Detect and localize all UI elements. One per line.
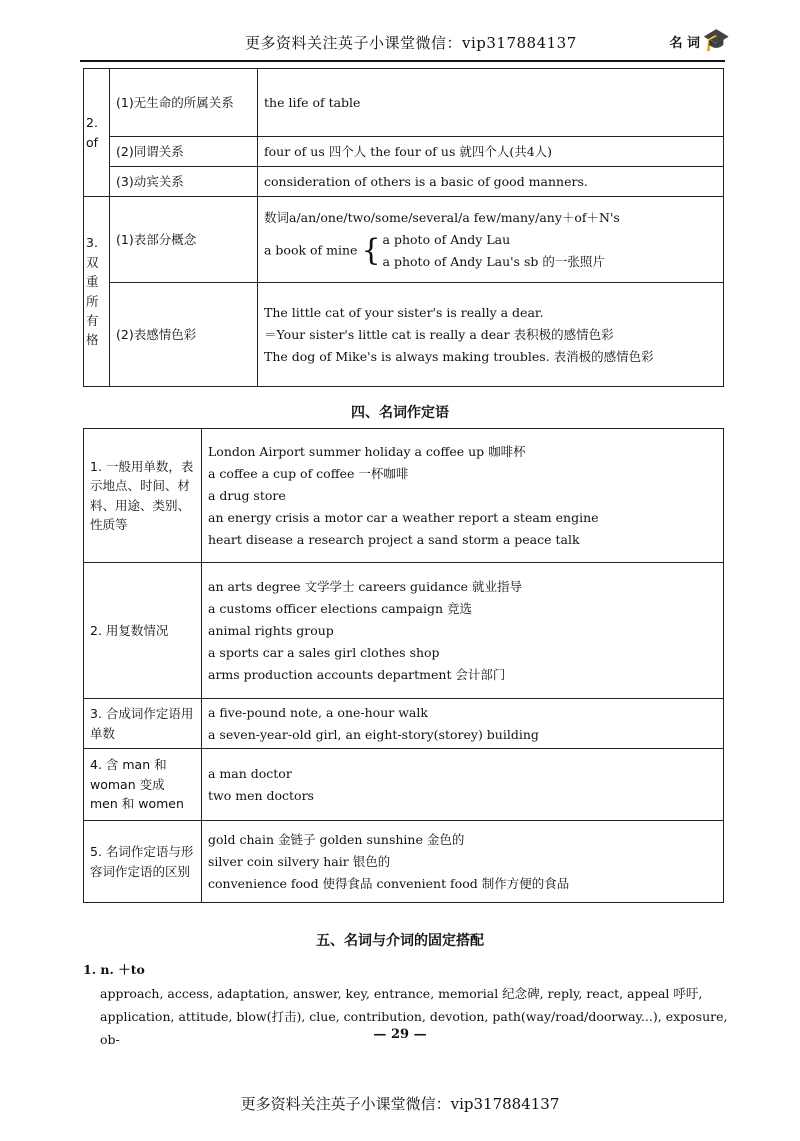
row-example: London Airport summer holiday a coffee up 咖啡杯 a coffee a cup of coffee 一杯咖啡 a drug store an energy crisis a motor car a weather report a steam engine heart disease a research project a sand storm a peace talk bbox=[202, 429, 724, 563]
row-example: the life of table bbox=[258, 69, 724, 137]
row-label: (2)同谓关系 bbox=[110, 137, 258, 167]
page-header bbox=[0, 28, 800, 58]
row-label: 2. 用复数情况 bbox=[84, 563, 202, 699]
header-watermark: 更多资料关注英子小课堂微信：vip317884137 bbox=[245, 34, 577, 52]
row-example: gold chain 金链子 golden sunshine 金色的 silver coin silvery hair 银色的 convenience food 使得食品 convenient food 制作方便的食品 bbox=[202, 821, 724, 903]
section-title: 五、名词与介词的固定搭配 bbox=[316, 933, 484, 949]
graduation-cap-icon: 🎓 bbox=[702, 28, 730, 53]
footer-watermark: 更多资料关注英子小课堂微信：vip317884137 bbox=[240, 1095, 560, 1113]
item-paragraph: approach, access, adaptation, answer, key, entrance, memorial 纪念碑, reply, react, appeal 呼吁, application, attitude, blow(打击), clue, contribution, devotion, path(way/road/doorway...), exposure, ob- bbox=[100, 986, 728, 1047]
page-number: — 29 — bbox=[373, 1027, 427, 1042]
group-of: 2. of bbox=[84, 69, 110, 197]
row-label: (3)动宾关系 bbox=[110, 167, 258, 197]
row-example: four of us 四个人 the four of us 就四个人(共4人) bbox=[258, 137, 724, 167]
possessive-table bbox=[83, 68, 724, 387]
row-label: 5. 名词作定语与形容词作定语的区别 bbox=[84, 821, 202, 903]
row-example: consideration of others is a basic of good manners. bbox=[258, 167, 724, 197]
row-label: (1)表部分概念 bbox=[110, 197, 258, 283]
section-title: 四、名词作定语 bbox=[351, 405, 449, 421]
row-example: The little cat of your sister's is really a dear. ＝Your sister's little cat is really a dear 表积极的感情色彩 The dog of Mike's is always making troubles. 表消极的感情色彩 bbox=[258, 283, 724, 387]
group-double-possessive: 3. 双重所有格 bbox=[84, 197, 110, 387]
row-label: 3. 合成词作定语用单数 bbox=[84, 699, 202, 749]
row-example: a five-pound note, a one-hour walk a seven-year-old girl, an eight-story(storey) building bbox=[202, 699, 724, 749]
row-label: 1. 一般用单数，表示地点、时间、材料、用途、类别、性质等 bbox=[84, 429, 202, 563]
row-example: a man doctor two men doctors bbox=[202, 749, 724, 821]
brace-icon: { bbox=[361, 232, 381, 268]
row-example: an arts degree 文学学士 careers guidance 就业指导 a customs officer elections campaign 竞选 animal rights group a sports car a sales girl clothes shop arms production accounts department 会计部门 bbox=[202, 563, 724, 699]
row-label: (2)表感情色彩 bbox=[110, 283, 258, 387]
section-label: 名 词 bbox=[669, 36, 700, 51]
item-heading: 1. n. ＋to bbox=[83, 962, 145, 977]
noun-attribute-table bbox=[83, 428, 724, 903]
row-label: 4. 含 man 和 woman 变成 men 和 women bbox=[84, 749, 202, 821]
row-label: (1)无生命的所属关系 bbox=[110, 69, 258, 137]
row-example: 数词a/an/one/two/some/several/a few/many/any＋of＋N's a book of mine { a photo of Andy Lau a photo of Andy Lau's sb 的一张照片 bbox=[258, 197, 724, 283]
header-divider bbox=[80, 60, 725, 62]
